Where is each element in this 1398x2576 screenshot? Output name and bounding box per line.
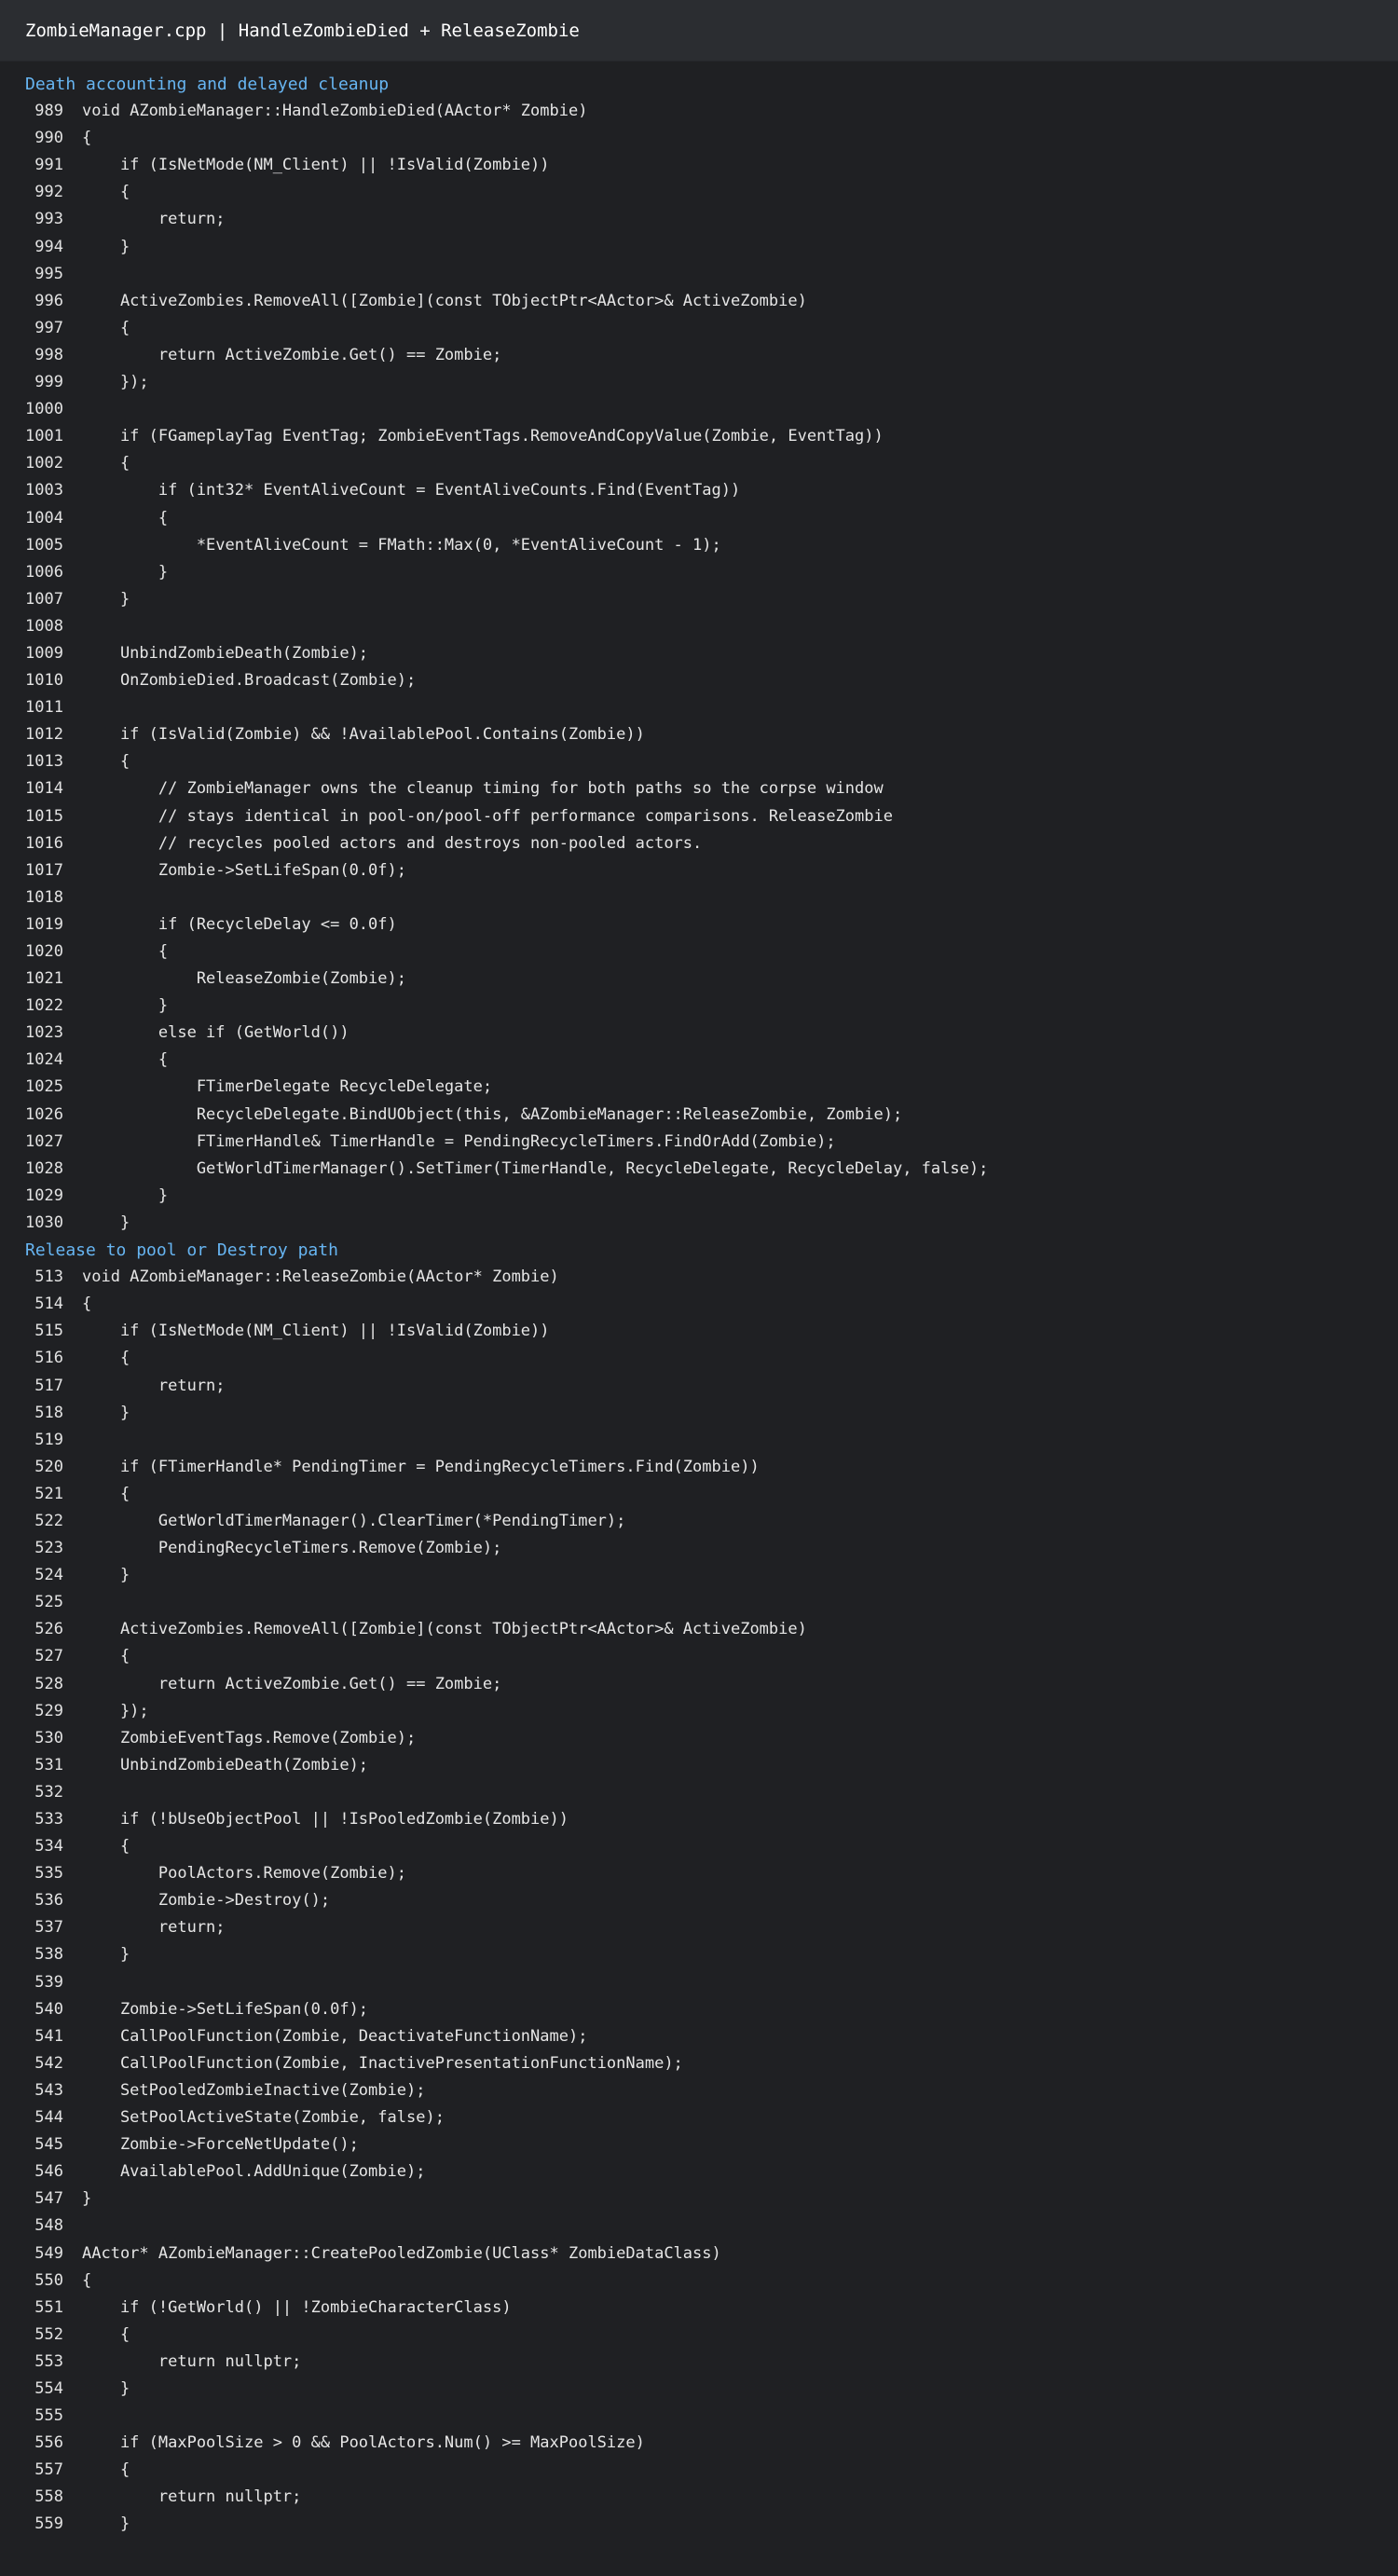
- line-text: GetWorldTimerManager().ClearTimer(*PendingTimer);: [82, 1511, 626, 1530]
- code-line: [0, 721, 1398, 748]
- line-number: 558: [34, 2487, 63, 2507]
- line-number: 547: [34, 2189, 63, 2209]
- line-number: 551: [34, 2297, 63, 2317]
- section-heading: Release to pool or Destroy path: [25, 1240, 338, 1261]
- line-number: 525: [34, 1593, 63, 1612]
- line-number: 513: [34, 1267, 63, 1287]
- code-line: [0, 288, 1398, 315]
- code-line: [0, 2457, 1398, 2484]
- code-line: [0, 966, 1398, 993]
- code-line: [0, 2376, 1398, 2403]
- line-text: }: [82, 1185, 169, 1205]
- code-line: [0, 1291, 1398, 1318]
- line-number: 559: [34, 2514, 63, 2534]
- line-text: FTimerHandle& TimerHandle = PendingRecycleTimers.FindOrAdd(Zombie);: [82, 1131, 836, 1151]
- line-text: // recycles pooled actors and destroys non-pooled actors.: [82, 833, 703, 853]
- code-line: [0, 830, 1398, 857]
- code-line: [0, 369, 1398, 396]
- line-text: {: [82, 1295, 92, 1314]
- line-text: // ZombieManager owns the cleanup timing for both paths so the corpse window: [82, 779, 884, 799]
- line-number: 522: [34, 1511, 63, 1530]
- code-line: [0, 125, 1398, 152]
- line-text: {: [82, 129, 92, 148]
- line-number: 534: [34, 1837, 63, 1857]
- line-number: 996: [34, 291, 63, 310]
- line-number: 1010: [25, 671, 63, 691]
- line-number: 1015: [25, 806, 63, 826]
- code-line: [0, 1996, 1398, 2023]
- line-text: CallPoolFunction(Zombie, InactivePresentationFunctionName);: [82, 2053, 683, 2073]
- code-line: [0, 2185, 1398, 2213]
- line-number: 1000: [25, 400, 63, 419]
- line-text: return ActiveZombie.Get() == Zombie;: [82, 1674, 502, 1693]
- code-line: [0, 2240, 1398, 2268]
- line-text: if (FGameplayTag EventTag; ZombieEventTags.RemoveAndCopyValue(Zombie, EventTag)): [82, 427, 884, 446]
- code-line: [0, 1156, 1398, 1183]
- line-number: 1014: [25, 779, 63, 799]
- line-text: }: [82, 1403, 130, 1422]
- line-text: Zombie->ForceNetUpdate();: [82, 2135, 359, 2155]
- line-number: 1013: [25, 752, 63, 772]
- code-line: [0, 1400, 1398, 1427]
- line-number: 1020: [25, 942, 63, 961]
- line-number: 990: [34, 129, 63, 148]
- line-text: if (MaxPoolSize > 0 && PoolActors.Num() >= MaxPoolSize): [82, 2433, 645, 2453]
- line-number: 1018: [25, 887, 63, 907]
- code-line: [0, 884, 1398, 911]
- code-line: [0, 1102, 1398, 1129]
- code-line: [0, 1508, 1398, 1535]
- line-number: 999: [34, 373, 63, 392]
- line-number: 997: [34, 318, 63, 337]
- code-line: [0, 748, 1398, 775]
- line-number: 537: [34, 1918, 63, 1938]
- code-line: [0, 694, 1398, 721]
- line-number: 516: [34, 1349, 63, 1368]
- line-number: 533: [34, 1810, 63, 1829]
- line-number: 528: [34, 1674, 63, 1693]
- line-text: {: [82, 752, 130, 772]
- code-line: [0, 1643, 1398, 1670]
- line-number: 518: [34, 1403, 63, 1422]
- line-text: RecycleDelegate.BindUObject(this, &AZombieManager::ReleaseZombie, Zombie);: [82, 1104, 903, 1124]
- code-line: [0, 532, 1398, 559]
- code-line: [0, 2213, 1398, 2240]
- line-number: 542: [34, 2053, 63, 2073]
- code-line: [0, 2050, 1398, 2077]
- line-text: UnbindZombieDeath(Zombie);: [82, 643, 369, 663]
- code-line: [0, 342, 1398, 369]
- line-number: 536: [34, 1891, 63, 1911]
- line-text: [63, 884, 82, 911]
- line-text: ReleaseZombie(Zombie);: [82, 969, 406, 989]
- code-line: [0, 477, 1398, 504]
- line-number: 555: [34, 2406, 63, 2426]
- line-text: if (IsNetMode(NM_Client) || !IsValid(Zombie)): [82, 1322, 550, 1341]
- line-text: [63, 2213, 82, 2240]
- line-text: [63, 261, 82, 288]
- line-number: 1002: [25, 454, 63, 473]
- line-number: 520: [34, 1457, 63, 1476]
- line-text: }: [82, 562, 169, 582]
- line-text: return nullptr;: [82, 2351, 302, 2371]
- line-text: [63, 1779, 82, 1806]
- code-line: [0, 315, 1398, 342]
- code-line: [0, 1264, 1398, 1291]
- line-text: }: [82, 2514, 130, 2534]
- code-line: [0, 423, 1398, 450]
- code-line: [0, 1345, 1398, 1372]
- line-text: return;: [82, 210, 226, 229]
- line-text: UnbindZombieDeath(Zombie);: [82, 1755, 369, 1774]
- line-number: 1004: [25, 508, 63, 528]
- line-number: 549: [34, 2243, 63, 2263]
- line-text: [63, 396, 82, 423]
- line-text: PendingRecycleTimers.Remove(Zombie);: [82, 1539, 502, 1558]
- code-line: [0, 2430, 1398, 2457]
- line-text: {: [82, 1647, 130, 1666]
- line-number: 554: [34, 2378, 63, 2398]
- line-text: [63, 1969, 82, 1996]
- line-text: [63, 1589, 82, 1616]
- code-line: [0, 2158, 1398, 2185]
- code-line: [0, 450, 1398, 477]
- code-line: [0, 1860, 1398, 1887]
- line-number: 1001: [25, 427, 63, 446]
- line-text: {: [82, 942, 169, 961]
- line-number: 1006: [25, 562, 63, 582]
- line-text: {: [82, 2460, 130, 2480]
- line-number: 1017: [25, 860, 63, 880]
- line-number: 1011: [25, 698, 63, 718]
- code-line: [0, 1671, 1398, 1698]
- code-line: [0, 1454, 1398, 1481]
- line-text: {: [82, 1484, 130, 1503]
- line-text: void AZombieManager::ReleaseZombie(AActor* Zombie): [82, 1267, 559, 1287]
- line-number: 531: [34, 1755, 63, 1774]
- line-number: 1022: [25, 996, 63, 1016]
- line-number: 1030: [25, 1213, 63, 1232]
- code-line: [0, 613, 1398, 640]
- line-number: 546: [34, 2162, 63, 2182]
- line-number: 544: [34, 2108, 63, 2128]
- line-number: 524: [34, 1566, 63, 1585]
- line-text: return nullptr;: [82, 2487, 302, 2507]
- line-number: 543: [34, 2080, 63, 2100]
- code-line: [0, 261, 1398, 288]
- line-text: {: [82, 508, 169, 528]
- line-number: 541: [34, 2026, 63, 2046]
- line-number: 553: [34, 2351, 63, 2371]
- code-line: [0, 1616, 1398, 1643]
- line-number: 1026: [25, 1104, 63, 1124]
- code-line: [0, 1535, 1398, 1562]
- code-line: [0, 1427, 1398, 1454]
- line-number: 1025: [25, 1077, 63, 1097]
- line-number: 1016: [25, 833, 63, 853]
- code-line: [0, 1887, 1398, 1914]
- line-number: 1024: [25, 1050, 63, 1070]
- line-text: SetPoolActiveState(Zombie, false);: [82, 2108, 445, 2128]
- line-number: 523: [34, 1539, 63, 1558]
- code-line: [0, 1725, 1398, 1752]
- line-text: return;: [82, 1376, 226, 1395]
- code-line: [0, 1074, 1398, 1101]
- code-line: [0, 857, 1398, 884]
- line-number: 556: [34, 2433, 63, 2453]
- code-line: [0, 179, 1398, 206]
- code-line: [0, 2484, 1398, 2511]
- line-number: 514: [34, 1295, 63, 1314]
- code-line: [0, 1047, 1398, 1074]
- code-line: [0, 911, 1398, 939]
- line-text: [63, 2403, 82, 2430]
- line-text: ActiveZombies.RemoveAll([Zombie](const TObjectPtr<AActor>& ActiveZombie): [82, 1620, 807, 1639]
- line-number: 532: [34, 1782, 63, 1802]
- line-text: CallPoolFunction(Zombie, DeactivateFunctionName);: [82, 2026, 588, 2046]
- line-number: 994: [34, 237, 63, 256]
- section-heading: Death accounting and delayed cleanup: [25, 75, 390, 94]
- code-view[interactable]: [0, 62, 1398, 2539]
- line-text: }: [82, 2189, 92, 2209]
- line-text: if (IsValid(Zombie) && !AvailablePool.Contains(Zombie)): [82, 725, 645, 745]
- window-title: ZombieManager.cpp | HandleZombieDied + ReleaseZombie: [25, 20, 580, 41]
- line-number: 552: [34, 2324, 63, 2344]
- line-number: 1007: [25, 589, 63, 609]
- line-number: 989: [34, 102, 63, 121]
- code-line: [0, 1183, 1398, 1210]
- line-number: 992: [34, 183, 63, 202]
- code-line: [0, 1914, 1398, 1941]
- line-number: 1012: [25, 725, 63, 745]
- line-number: 1023: [25, 1023, 63, 1043]
- code-line: [0, 939, 1398, 966]
- line-text: [63, 1427, 82, 1454]
- line-text: return;: [82, 1918, 226, 1938]
- line-text: void AZombieManager::HandleZombieDied(AActor* Zombie): [82, 102, 588, 121]
- line-text: {: [82, 2270, 92, 2290]
- line-text: ActiveZombies.RemoveAll([Zombie](const TObjectPtr<AActor>& ActiveZombie): [82, 291, 807, 310]
- code-section: [0, 1237, 1398, 2539]
- code-line: [0, 1806, 1398, 1833]
- code-line: [0, 2322, 1398, 2349]
- line-number: 1027: [25, 1131, 63, 1151]
- line-text: if (IsNetMode(NM_Client) || !IsValid(Zombie)): [82, 156, 550, 175]
- line-number: 1029: [25, 1185, 63, 1205]
- code-section: [0, 71, 1398, 1237]
- line-number: 1021: [25, 969, 63, 989]
- line-text: if (!bUseObjectPool || !IsPooledZombie(Zombie)): [82, 1810, 569, 1829]
- line-number: 539: [34, 1972, 63, 1992]
- line-text: return ActiveZombie.Get() == Zombie;: [82, 345, 502, 364]
- line-number: 993: [34, 210, 63, 229]
- line-text: {: [82, 2324, 130, 2344]
- line-number: 530: [34, 1728, 63, 1747]
- code-line: [0, 1698, 1398, 1725]
- line-number: 527: [34, 1647, 63, 1666]
- code-line: [0, 559, 1398, 586]
- line-text: }: [82, 1566, 130, 1585]
- code-line: [0, 98, 1398, 125]
- line-text: }: [82, 589, 130, 609]
- code-line: [0, 2295, 1398, 2322]
- code-line: [0, 1481, 1398, 1508]
- line-number: 526: [34, 1620, 63, 1639]
- line-number: 548: [34, 2216, 63, 2236]
- line-number: 995: [34, 264, 63, 283]
- code-line: [0, 1752, 1398, 1779]
- line-number: 515: [34, 1322, 63, 1341]
- code-line: [0, 1562, 1398, 1589]
- code-line: [0, 803, 1398, 830]
- line-text: }: [82, 237, 130, 256]
- line-text: if (FTimerHandle* PendingTimer = PendingRecycleTimers.Find(Zombie)): [82, 1457, 760, 1476]
- line-text: }: [82, 1213, 130, 1232]
- line-text: SetPooledZombieInactive(Zombie);: [82, 2080, 426, 2100]
- line-text: }: [82, 2378, 130, 2398]
- line-number: 557: [34, 2460, 63, 2480]
- code-line: [0, 2023, 1398, 2050]
- code-line: [0, 396, 1398, 423]
- line-number: 521: [34, 1484, 63, 1503]
- line-number: 550: [34, 2270, 63, 2290]
- code-line: [0, 1941, 1398, 1968]
- code-line: [0, 775, 1398, 802]
- code-line: [0, 1969, 1398, 1996]
- line-number: 540: [34, 1999, 63, 2019]
- line-text: [63, 694, 82, 721]
- code-line: [0, 234, 1398, 261]
- title-bar: [0, 0, 1398, 62]
- line-number: 1008: [25, 616, 63, 636]
- line-text: if (RecycleDelay <= 0.0f): [82, 914, 397, 934]
- line-text: FTimerDelegate RecycleDelegate;: [82, 1077, 493, 1097]
- line-text: if (int32* EventAliveCount = EventAliveCounts.Find(EventTag)): [82, 481, 741, 500]
- line-number: 1009: [25, 643, 63, 663]
- code-line: [0, 1833, 1398, 1860]
- code-line: [0, 586, 1398, 613]
- line-number: 529: [34, 1701, 63, 1720]
- code-line: [0, 2403, 1398, 2430]
- line-text: AvailablePool.AddUnique(Zombie);: [82, 2162, 426, 2182]
- line-text: ZombieEventTags.Remove(Zombie);: [82, 1728, 417, 1747]
- line-text: Zombie->SetLifeSpan(0.0f);: [82, 1999, 369, 2019]
- line-text: {: [82, 1349, 130, 1368]
- line-number: 1019: [25, 914, 63, 934]
- line-number: 519: [34, 1430, 63, 1449]
- line-text: // stays identical in pool-on/pool-off performance comparisons. ReleaseZombie: [82, 806, 893, 826]
- code-line: [0, 993, 1398, 1020]
- code-line: [0, 1020, 1398, 1047]
- line-text: OnZombieDied.Broadcast(Zombie);: [82, 671, 417, 691]
- line-text: {: [82, 1050, 169, 1070]
- line-text: GetWorldTimerManager().SetTimer(TimerHandle, RecycleDelegate, RecycleDelay, false);: [82, 1158, 989, 1178]
- code-line: [0, 1210, 1398, 1237]
- line-text: {: [82, 183, 130, 202]
- code-line: [0, 2511, 1398, 2538]
- line-text: {: [82, 318, 130, 337]
- line-number: 1003: [25, 481, 63, 500]
- line-text: Zombie->Destroy();: [82, 1891, 331, 1911]
- line-text: });: [82, 373, 149, 392]
- line-text: });: [82, 1701, 149, 1720]
- line-number: 1005: [25, 535, 63, 555]
- code-line: [0, 1589, 1398, 1616]
- code-line: [0, 1318, 1398, 1345]
- code-line: [0, 2268, 1398, 2295]
- code-line: [0, 505, 1398, 532]
- code-line: [0, 206, 1398, 233]
- line-text: }: [82, 996, 169, 1016]
- code-line: [0, 2077, 1398, 2104]
- line-text: AActor* AZombieManager::CreatePooledZombie(UClass* ZombieDataClass): [82, 2243, 721, 2263]
- code-line: [0, 667, 1398, 694]
- line-number: 517: [34, 1376, 63, 1395]
- code-line: [0, 1129, 1398, 1156]
- line-text: *EventAliveCount = FMath::Max(0, *EventAliveCount - 1);: [82, 535, 721, 555]
- line-text: if (!GetWorld() || !ZombieCharacterClass): [82, 2297, 512, 2317]
- line-text: [63, 613, 82, 640]
- line-text: else if (GetWorld()): [82, 1023, 350, 1043]
- line-number: 991: [34, 156, 63, 175]
- line-number: 535: [34, 1864, 63, 1884]
- line-text: }: [82, 1945, 130, 1965]
- line-text: {: [82, 454, 130, 473]
- line-number: 538: [34, 1945, 63, 1965]
- line-text: Zombie->SetLifeSpan(0.0f);: [82, 860, 406, 880]
- line-number: 1028: [25, 1158, 63, 1178]
- code-line: [0, 2349, 1398, 2376]
- code-line: [0, 1373, 1398, 1400]
- line-number: 998: [34, 345, 63, 364]
- code-line: [0, 640, 1398, 667]
- line-text: PoolActors.Remove(Zombie);: [82, 1864, 406, 1884]
- code-line: [0, 2131, 1398, 2158]
- code-line: [0, 2104, 1398, 2131]
- code-line: [0, 152, 1398, 179]
- line-number: 545: [34, 2135, 63, 2155]
- code-line: [0, 1779, 1398, 1806]
- line-text: {: [82, 1837, 130, 1857]
